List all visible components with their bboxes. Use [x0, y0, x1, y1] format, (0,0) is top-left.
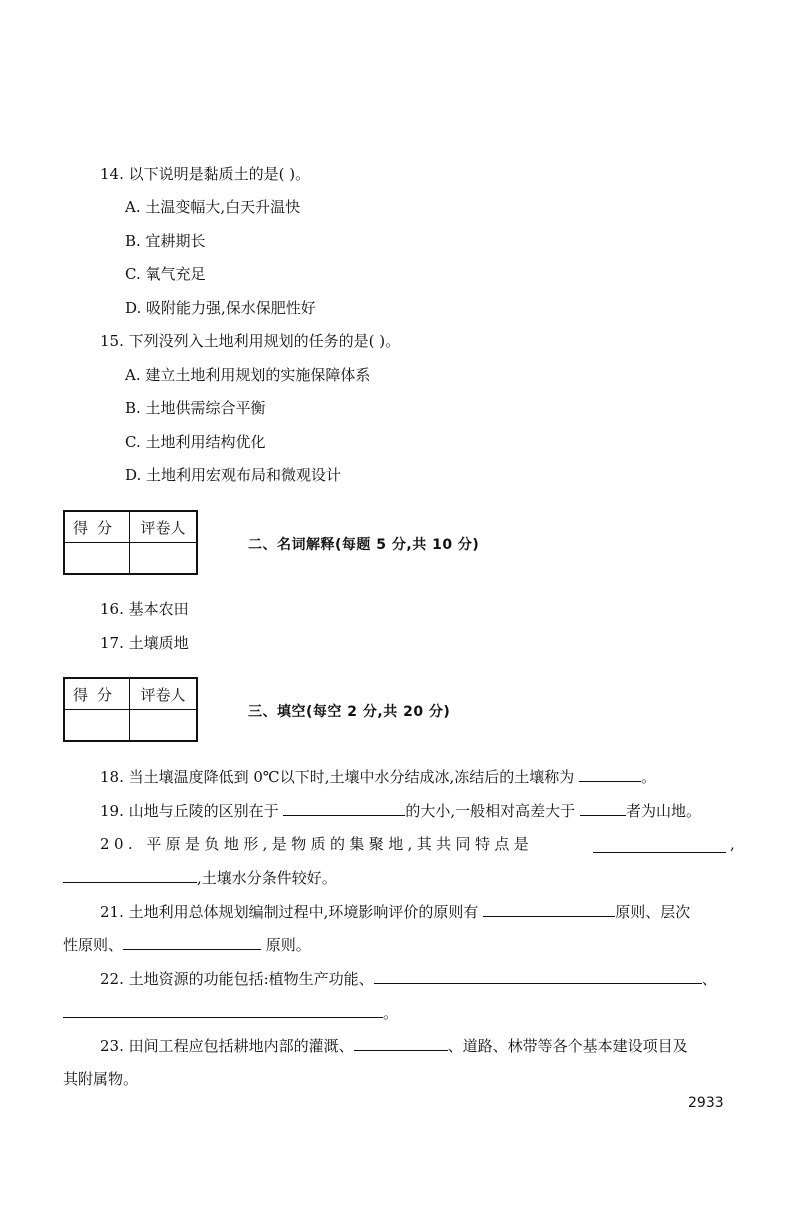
- q20-comma: ,: [730, 835, 735, 853]
- question-20-cont: [63, 868, 337, 888]
- q20-end: ,土壤水分条件较好。: [197, 869, 337, 887]
- question-21-cont: [63, 935, 311, 955]
- q18-blank[interactable]: [579, 767, 641, 782]
- score-label: 得分: [64, 678, 130, 710]
- q21-end: 原则。: [265, 936, 311, 954]
- score-label: 得分: [64, 511, 130, 543]
- q15-option-a: A. 建立土地利用规划的实施保障体系: [125, 366, 371, 384]
- q21-text-3: 性原则、: [63, 936, 124, 954]
- q21-text-2: 原则、层次: [615, 903, 691, 921]
- q18-text: 18. 当土壤温度降低到 0℃以下时,土壤中水分结成冰,冻结后的土壤称为: [100, 768, 575, 786]
- q14-option-d: D. 吸附能力强,保水保肥性好: [125, 299, 316, 317]
- q14-option-c: C. 氧气充足: [125, 265, 206, 283]
- question-22-cont: [63, 1003, 398, 1023]
- q21-blank-2[interactable]: [123, 935, 261, 950]
- q19-end: 者为山地。: [625, 802, 701, 820]
- score-box-section-2: [63, 510, 198, 575]
- q22-comma: 、: [701, 970, 717, 988]
- grader-cell[interactable]: [130, 710, 198, 742]
- question-19: [100, 801, 701, 821]
- question-21: [100, 902, 690, 922]
- question-22: [100, 969, 717, 989]
- q22-text: 22. 土地资源的功能包括:植物生产功能、: [100, 970, 374, 988]
- q22-end: 。: [383, 1004, 399, 1022]
- grader-label: 评卷人: [130, 511, 198, 543]
- score-cell[interactable]: [64, 543, 130, 575]
- q18-end: 。: [641, 768, 657, 786]
- q23-text: 23. 田间工程应包括耕地内部的灌溉、: [100, 1037, 354, 1055]
- q23-text-2: 、道路、林带等各个基本建设项目及: [447, 1037, 688, 1055]
- section-3-title: 三、填空(每空 2 分,共 20 分): [248, 704, 451, 720]
- q15-option-d: D. 土地利用宏观布局和微观设计: [125, 466, 342, 484]
- q15-option-b: B. 土地供需综合平衡: [125, 399, 266, 417]
- grader-cell[interactable]: [130, 543, 198, 575]
- question-17: 17. 土壤质地: [100, 634, 189, 652]
- q19-blank-1[interactable]: [283, 801, 405, 816]
- q20-text: 20. 平原是负地形,是物质的集聚地,其共同特点是: [100, 835, 534, 853]
- q14-option-a: A. 土温变幅大,白天升温快: [125, 198, 301, 216]
- q21-blank-1[interactable]: [483, 902, 615, 917]
- q19-text-2: 的大小,一般相对高差大于: [405, 802, 576, 820]
- question-18: [100, 767, 656, 787]
- q20-blank-1[interactable]: [593, 838, 726, 853]
- q19-blank-2[interactable]: [580, 801, 626, 816]
- q23-blank[interactable]: [354, 1036, 448, 1051]
- question-14-stem: 14. 以下说明是黏质土的是( )。: [100, 165, 311, 183]
- question-23-cont: 其附属物。: [63, 1070, 139, 1088]
- score-cell[interactable]: [64, 710, 130, 742]
- page-number: 2933: [688, 1095, 724, 1111]
- question-14: [100, 164, 310, 184]
- q21-text: 21. 土地利用总体规划编制过程中,环境影响评价的原则有: [100, 903, 479, 921]
- q15-option-c: C. 土地利用结构优化: [125, 433, 266, 451]
- section-2-title: 二、名词解释(每题 5 分,共 10 分): [248, 537, 480, 553]
- q22-blank-2[interactable]: [63, 1003, 383, 1018]
- grader-label: 评卷人: [130, 678, 198, 710]
- question-15: 15. 下列没列入土地利用规划的任务的是( )。: [100, 332, 401, 350]
- q22-blank-1[interactable]: [374, 969, 702, 984]
- question-20: [100, 834, 533, 854]
- q14-option-b: B. 宜耕期长: [125, 232, 206, 250]
- q19-text: 19. 山地与丘陵的区别在于: [100, 802, 279, 820]
- score-box-section-3: [63, 677, 198, 742]
- question-23: [100, 1036, 688, 1056]
- q20-blank-2[interactable]: [63, 868, 197, 883]
- question-16: 16. 基本农田: [100, 600, 189, 618]
